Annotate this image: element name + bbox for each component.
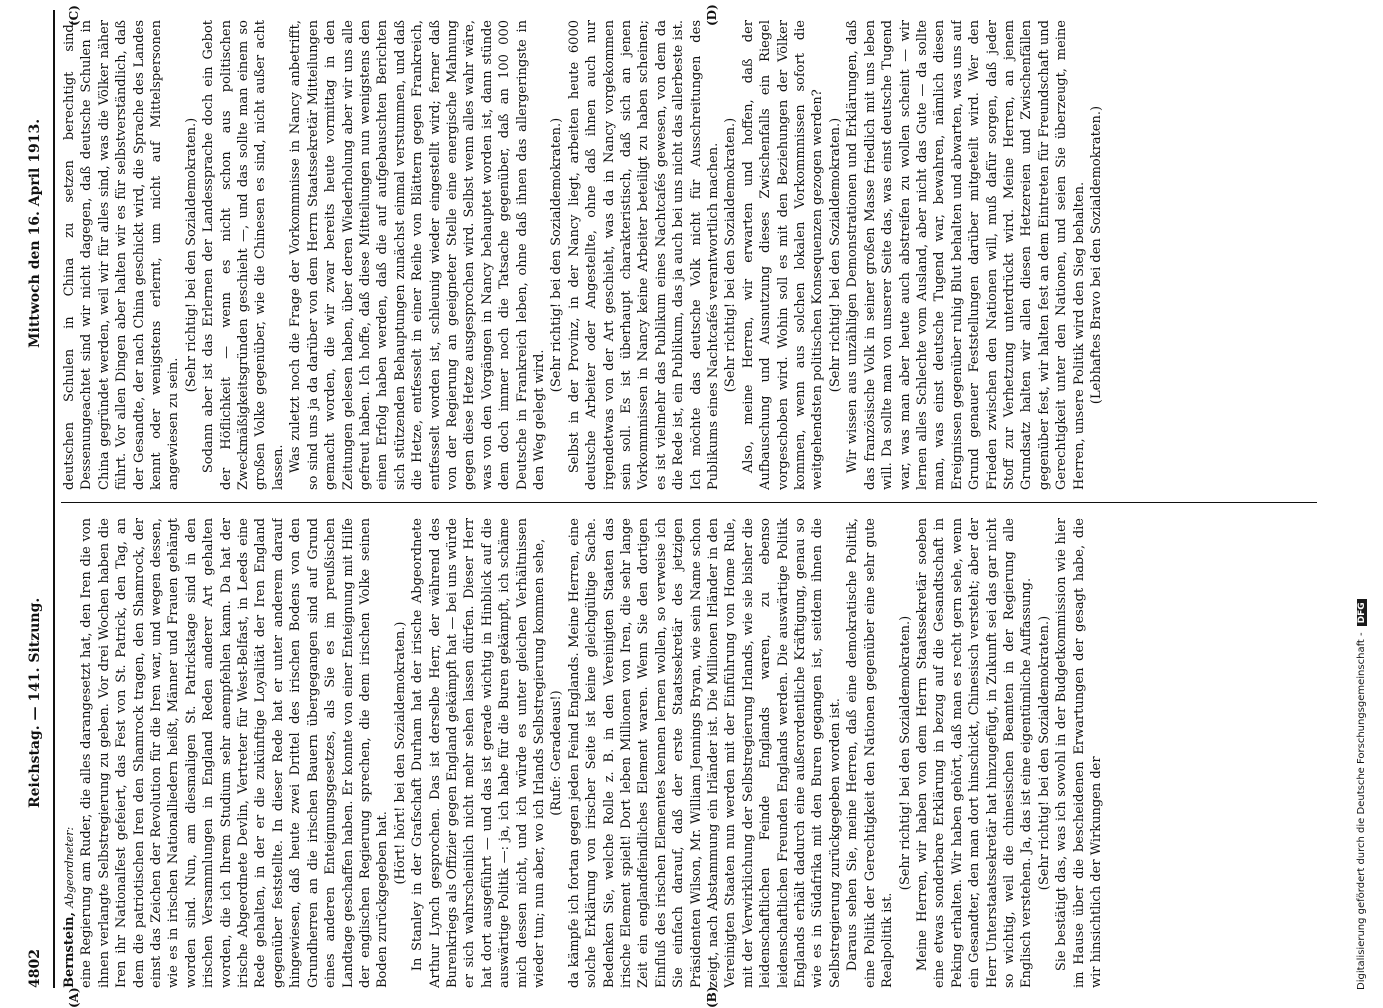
interjection: (Sehr richtig! bei den Sozialdemokraten.) [827,20,844,490]
interjection: (Sehr richtig! bei den Sozialdemokraten.) [1036,518,1053,988]
body-paragraph: In Stanley in der Grafschaft Durham hat der irische Abgeordnete Arthur Lynch gesprochen. Das ist derselbe Herr, der während des Burenkriegs als Offizier gegen England gekämpft hat — bei uns würde er sich wahrscheinlich nicht mehr sehen lassen dürfen. Dieser Herr hat dort ausgeführt — und das ist gerade wichtig in Hinblick auf die auswärtige Politik —: ja, ich habe für die Buren gekämpft, ich schäme mich dessen nicht, und ich würde es unter gleichen Verhältnissen wieder tun; nun aber, wo ich Irlands Selbstregierung kommen sehe, [409,518,548,988]
interjection: (Hört! hört! bei den Sozialdemokraten.) [392,518,409,988]
header-title-left: Reichstag. — 141. Sitzung. [27,598,43,808]
body-paragraph: Sodann aber ist das Erlernen der Landessprache doch ein Gebot der Höflichkeit — wenn es nicht schon aus politischen Zweckmäßigkeitsgründen geschieht —, und das sollte man einem so großen Volke gegenüber, wie die Chinesen es sind, nicht außer acht lassen. [200,20,287,490]
interjection: (Sehr richtig! bei den Sozialdemokraten.) [722,20,739,490]
speaker-name: Bernstein, [62,912,77,988]
interjection: (Sehr richtig! bei den Sozialdemokraten.) [897,518,914,988]
body-paragraph: Sie bestätigt das, was ich sowohl in der Budgetkommission wie hier im Hause über die bescheidenen Erwartungen der gesagt habe, die wir hinsichtlich der Wirkungen der [1053,518,1105,988]
interjection: (Sehr richtig! bei den Sozialdemokraten.) [548,20,565,490]
body-paragraph: Also, meine Herren, wir erwarten und hoffen, daß der Aufbauschung und Ausnutzung dieses Zwischenfalls ein Riegel vorgeschoben wird. Wohin soll es mit den Beziehungen der Völker kommen, wenn aus solchen lokalen Vorkommnissen sofort die weitgehendsten politischen Konsequenzen gezogen werden? [740,20,827,490]
body-paragraph: da kämpfe ich fortan gegen jeden Feind Englands. Meine Herren, eine solche Erklärung von irischer Seite ist keine gleichgültige Sache. Bedenken Sie, welche Rolle z. B. in den Vereinigten Staaten das irische Element spielt! Dort leben Millionen von Iren, die sehr lange Zeit ein englandfeindliches Element waren. Wenn Sie den dortigen Einfluß des irischen Elementes kennen lernen wollen, so verweise ich Sie einfach darauf, daß der erste Staatssekretär des jetzigen Präsidenten Wilson, Mr. William Jennings Bryan, wie sein Name schon zeigt, nach Abstammung ein Irländer ist. Die Millionen Irländer in den Vereinigten Staaten nun werden mit der Einführung von Home Rule, mit der Verwirklichung der Selbstregierung Irlands, wie sie bisher die leidenschaftlichen Feinde Englands waren, zu ebenso leidenschaftlichen Freunden Englands werden. Die auswärtige Politik Englands erhält dadurch eine außerordentliche Kräftigung, genau so wie es in Südafrika mit den Buren gegangen ist, seitdem ihnen die Selbstregierung zurückgegeben worden ist. [566,518,845,988]
interjection: (Lebhaftes Bravo bei den Sozialdemokraten.) [1088,20,1105,490]
body-paragraph: eine Regierung am Ruder, die alles darangesetzt hat, den Iren die von ihnen verlangte Selbstregierung zu geben. Vor drei Wochen haben die Iren ihr Nationalfest gefeiert, das Fest von St. Patrick, den Tag, an dem die patriotischen Iren den Shamrock tragen, den Shamrock, der einst das Zeichen der Revolution für die Iren war, und wegen dessen, wie es in irischen Nationalliedern heißt, Männer und Frauen gehängt worden sind. Nun, am diesmaligen St. Patrickstage sind in den irischen Versammlungen in England Reden anderer Art gehalten worden, die ich Ihrem Studium sehr anempfehlen kann. Da hat der irische Abgeordnete Devlin, Vertreter für West-Belfast, in Leeds eine Rede gehalten, in der er die zukünftige Loyalität der Iren England gegenüber feststellte. In dieser Rede hat er unter anderem darauf hingewiesen, daß heute zwei Drittel des irischen Bodens von den Grundherren an die irischen Bauern übergegangen sind auf Grund eines anderen Enteignungsgesetzes, als Sie es im preußischen Landtage geschaffen haben. Er konnte von einer Enteignung mit Hilfe der englischen Regierung sprechen, die dem irischen Volke seinen Boden zurückgegeben hat. [78,518,391,988]
header-title-right: Mittwoch den 16. April 1913. [27,119,43,348]
dfg-logo: DFG [1357,599,1367,626]
speaker-role: Abgeordneter: [63,827,76,908]
funding-note [1356,10,1367,990]
interjection: (Rufe: Geradeaus!) [548,518,565,988]
body-paragraph: Meine Herren, wir haben von dem Herrn Staatssekretär soeben eine etwas sonderbare Erklärung in bezug auf die Gesandtschaft in Peking erhalten. Wir haben gehört, daß man es recht gern sehe, wenn ein Gesandter, den man dort hinschickt, Chinesisch versteht; aber der Herr Unterstaatssekretär hat hinzugefügt, in Zukunft sei das gar nicht so wichtig, weil die chinesischen Beamten in der Regierung alle Englisch verstehen. Ja, das ist eine eigentümliche Auffassung. [914,518,1036,988]
body-paragraph: Wir wissen aus unzähligen Demonstrationen und Erklärungen, daß das französische Volk in seiner großen Masse friedlich mit uns leben will. Da sollte man von unserer Seite das, was einst deutsche Tugend war, was man aber heute auch abstreifen zu wollen scheint — wir lernen alles Schlechte vom Ausland, aber nicht das Gute — da sollte man, was einst deutsche Tugend war, bewahren, nämlich diesen Ereignissen gegenüber ruhig Blut behalten und abwarten, was uns auf Grund genauer Feststellungen darüber mitgeteilt wird. Wer den Frieden zwischen den Nationen will, muß dafür sorgen, daß jeder Stoff zur Verhetzung unterdrückt wird. Meine Herren, an jenem Grundsatz halten wir allen diesen Hetzereien und Zwischenfällen gegenüber fest, wir halten fest an dem Eintreten für Freundschaft und Gerechtigkeit unter den Nationen, und seien Sie überzeugt, meine Herren, unsere Politik wird den Sieg behalten. [844,20,1088,490]
margin-mark-d: (D) [705,4,719,26]
right-column [61,20,1317,490]
page-number: 4802 [27,949,43,988]
column-divider [61,502,1317,503]
funding-note-text: Digitalisierung gefördert durch die Deutsche Forschungsgemeinschaft - [1356,632,1367,990]
interjection: (Sehr richtig! bei den Sozialdemokraten.) [183,20,200,490]
margin-mark-a: (A) [67,987,81,1008]
header-rule [53,10,55,988]
margin-mark-b: (B) [705,987,719,1008]
body-paragraph: Selbst in der Provinz, in der Nancy liegt, arbeiten heute 6000 deutsche Arbeiter oder Angestellte, ohne daß ihnen auch nur irgendetwas von der Art geschieht, was da in Nancy vorgekommen sein soll. Es ist überhaupt charakteristisch, daß sich an jenen Vorkommnissen in Nancy keine Arbeiter beteiligt zu haben scheinen; es ist vielmehr das Publikum eines Nachtcafés gewesen, von dem da die Rede ist, ein Publikum, das ja auch bei uns nicht das allerbeste ist. Ich möchte das deutsche Volk nicht für Ausschreitungen des Publikums eines Nachtcafés verantwortlich machen. [566,20,723,490]
left-column [61,518,1317,988]
page-header [25,10,49,988]
body-paragraph: Daraus sehen Sie, meine Herren, daß eine demokratische Politik, eine Politik der Gerechtigkeit den Nationen gegenüber eine sehr gute Realpolitik ist. [844,518,896,988]
margin-mark-c: (C) [67,5,81,26]
body-paragraph: Was zuletzt noch die Frage der Vorkommnisse in Nancy anbetrifft, so sind uns ja da darüber von dem Herrn Staatssekretär Mitteilungen gemacht worden, die wir zwar bereits heute vormittag in den Zeitungen gelesen haben, über deren Wiederholung aber wir uns alle gefreut haben. Ich hoffe, daß diese Mitteilungen nun wenigstens den einen Erfolg haben werden, daß die auf aufgebauschten Berichten sich stützenden Behauptungen zunächst einmal verstummen, und daß die Hetze, entfesselt in einer Reihe von Blättern gegen Frankreich, entfesselt worden ist, schleunig wieder eingestellt wird; ferner daß von der Regierung an geeigneter Stelle eine energische Mahnung gegen diese Hetze ausgesprochen wird. Selbst wenn alles wahr wäre, was von den Vorgängen in Nancy behauptet worden ist, dann stünde dem doch immer noch die Tatsache gegenüber, daß an 100 000 Deutsche in Frankreich leben, ohne daß ihnen das allergeringste in den Weg gelegt wird. [287,20,548,490]
speaker-line [61,518,78,988]
rotated-page [25,10,1325,988]
body-paragraph: deutschen Schulen in China zu setzen berechtigt sind. Dessenungeachtet sind wir nicht dagegen, daß deutsche Schulen in China gegründet werden, weil wir für alles sind, was die Völker näher führt. Vor allen Dingen aber halten wir es für selbstverständlich, daß der Gesandte, der nach China geschickt wird, die Sprache des Landes kennt oder wenigstens erlernt, um nicht auf Mittelspersonen angewiesen zu sein. [61,20,183,490]
